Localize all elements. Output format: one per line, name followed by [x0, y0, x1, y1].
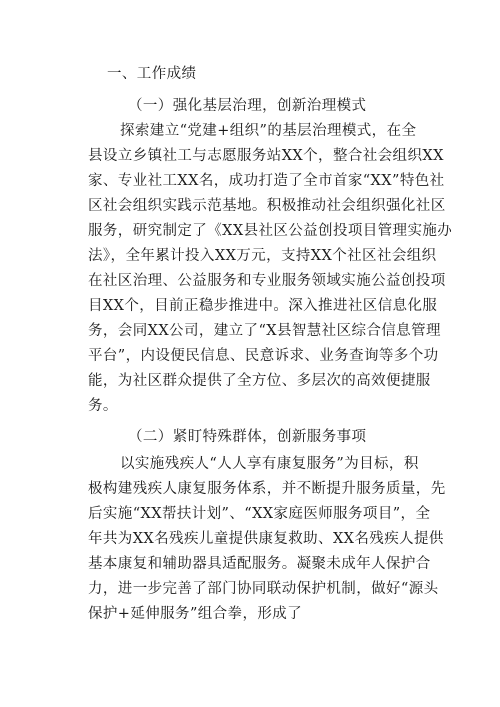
paragraph-1-line: 探索建立“党建+组织”的基层治理模式，在全 [120, 123, 417, 139]
paragraph-1-line: 服务，研究制定了《XX县社区公益创投项目管理实施办 [88, 223, 453, 239]
paragraph-1-line: 区社会组织实践示范基地。积极推动社会组织强化社区 [88, 198, 446, 214]
paragraph-1-line: 务。 [88, 398, 118, 414]
paragraph-2-line: 基本康复和辅助器具适配服务。凝聚未成年人保护合 [88, 556, 431, 572]
paragraph-2-line: 极构建残疾人康复服务体系，并不断提升服务质量，先 [88, 481, 446, 497]
paragraph-1-line: 目XX个，目前正稳步推进中。深入推进社区信息化服 [88, 298, 438, 314]
subsection-heading-1: （一）强化基层治理，创新治理模式 [128, 98, 367, 114]
paragraph-1-line: 平台”，内设便民信息、民意诉求、业务查询等多个功 [88, 348, 439, 364]
paragraph-2-line: 后实施“XX帮扶计划”、“XX家庭医师服务项目”，全 [88, 506, 431, 522]
paragraph-2-line: 年共为XX名残疾儿童提供康复救助、XX名残疾人提供 [88, 531, 444, 547]
paragraph-2-line: 保护+延伸服务”组合拳，形成了 [88, 606, 303, 622]
section-heading: 一、工作成绩 [107, 66, 197, 82]
paragraph-1-line: 务，会同XX公司，建立了“X县智慧社区综合信息管理 [88, 323, 441, 339]
paragraph-2-line: 力，进一步完善了部门协同联动保护机制，做好“源头 [88, 581, 439, 597]
paragraph-1-line: 能，为社区群众提供了全方位、多层次的高效便捷服 [88, 373, 431, 389]
paragraph-1-line: 县设立乡镇社工与志愿服务站XX个，整合社会组织XX [88, 148, 444, 164]
paragraph-1-line: 家、专业社工XX名，成功打造了全市首家“XX”特色社 [88, 173, 445, 189]
paragraph-2-line: 以实施残疾人“人人享有康复服务”为目标，积 [120, 456, 419, 472]
subsection-heading-2: （二）紧盯特殊群体，创新服务事项 [128, 429, 367, 445]
paragraph-1-line: 在社区治理、公益服务和专业服务领域实施公益创投项 [88, 273, 446, 289]
paragraph-1-line: 法》，全年累计投入XX万元，支持XX个社区社会组织 [88, 248, 437, 264]
